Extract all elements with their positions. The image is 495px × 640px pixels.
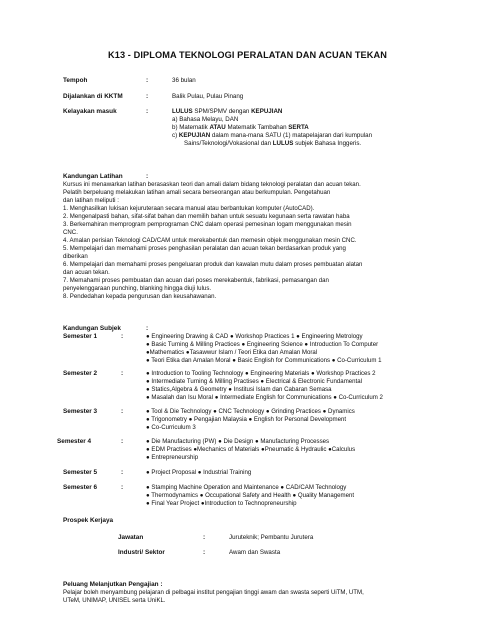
kandungan-latihan-line: diberikan [63, 253, 88, 260]
kelayakan-label: Kelayakan masuk [63, 108, 117, 115]
subject-line: ● Trigonometry ● Pengajian Malaysia ● English for Personal Development [146, 416, 347, 423]
tempoh-label: Tempoh [63, 77, 88, 84]
semester-colon: : [121, 484, 124, 491]
kandungan-latihan-line: dan latihan meliputi : [63, 197, 119, 204]
industri-value: Awam dan Swasta [229, 549, 281, 556]
semester-label: Semester 6 [63, 484, 98, 491]
semester-label: Semester 5 [63, 469, 98, 476]
subject-line: ● Intermediate Turning & Milling Practises ● Electrical & Electronic Fundamental [146, 378, 362, 385]
jawatan-value: Juruteknik; Pembantu Jurutera [229, 534, 314, 541]
subject-line: ● Co-Curriculum 3 [146, 424, 196, 431]
kandungan-latihan-line: dan acuan tekan. [63, 269, 110, 276]
kandungan-subjek-heading: Kandungan Subjek [63, 325, 121, 332]
dijalankan-colon: : [146, 93, 149, 100]
semester-colon: : [121, 408, 124, 415]
kandungan-latihan-line: 5. Mempelajari dan memahami proses penghasilan peralatan dan acuan tekan berdasarkan produk yang [63, 245, 346, 252]
kelayakan-item-b: b) Matematik ATAU Matematik Tambahan SERTA [172, 124, 309, 131]
kandungan-latihan-line: 6. Mempelajari dan memahami proses pengeluaran produk dan kawalan mutu dalam proses pembuatan alatan [63, 261, 363, 268]
subject-line: ● Thermodynamics ● Occupational Safety and Health ● Quality Management [146, 492, 355, 499]
kelayakan-item-c: c) KEPUJIAN dalam mana-mana SATU (1) matapelajaran dari kumpulan [172, 132, 373, 139]
subject-line: ● Die Manufacturing (PW) ● Die Design ● Manufacturing Processes [146, 438, 330, 445]
kandungan-subjek-colon: : [146, 325, 149, 332]
semester-label: Semester 1 [63, 333, 98, 340]
kelayakan-colon: : [146, 108, 149, 115]
subject-line: ● EDM Practises ●Mechanics of Materials ●Pneumatic & Hydraulic ●Calculus [146, 446, 356, 453]
jawatan-colon: : [203, 534, 206, 541]
semester-colon: : [121, 438, 124, 445]
kandungan-latihan-line: 1. Menghasilkan lukisan kejuruteraan secara manual atau berbantukan komputer (AutoCAD). [63, 205, 315, 212]
kandungan-latihan-line: penyelenggaraan punching, blanking hingga diuji lulus. [63, 285, 212, 292]
kelayakan-item-c-cont: Sains/Teknologi/Vokasional dan LULUS subjek Bahasa Inggeris. [184, 140, 362, 147]
kandungan-latihan-line: 3. Berkemahiran memprogram pemprograman CNC dalam operasi pemesinan logam menggunakan mesin [63, 221, 352, 228]
page-title: K13 - DIPLOMA TEKNOLOGI PERALATAN DAN ACUAN TEKAN [108, 50, 387, 60]
prospek-heading: Prospek Kerjaya [63, 517, 114, 524]
subject-line: ● Engineering Drawing & CAD ● Workshop Practices 1 ● Engineering Metrology [146, 333, 363, 340]
semester-colon: : [121, 333, 124, 340]
tempoh-colon: : [146, 77, 149, 84]
kandungan-latihan-heading: Kandungan Latihan [63, 173, 123, 180]
peluang-line-2: UTeM, UNIMAP, UNISEL serta UniKL. [63, 597, 166, 604]
semester-label: Semester 3 [63, 408, 98, 415]
kandungan-latihan-line: CNC. [63, 229, 78, 236]
subject-line: ● Masalah dan Isu Moral ● Intermediate English for Communications ● Co-Curriculum 2 [146, 394, 383, 401]
dijalankan-value: Balik Pulau, Pulau Pinang [172, 93, 244, 100]
semester-label: Semester 4 [57, 438, 92, 445]
kandungan-latihan-line: 7. Memahami proses pembuatan dan acuan dari poses merekabentuk, fabrikasi, pemasangan dan [63, 277, 329, 284]
kandungan-latihan-colon: : [146, 173, 149, 180]
kandungan-latihan-line: Kursus ini menawarkan latihan berasaskan teori dan amali dalam bidang teknologi peralatan dan acuan tekan. [63, 181, 361, 188]
dijalankan-label: Dijalankan di KKTM [63, 93, 123, 100]
subject-line: ● Entrepreneurship [146, 454, 199, 461]
subject-line: ● Tool & Die Technology ● CNC Technology ● Grinding Practices ● Dynamics [146, 408, 355, 415]
subject-line: ● Introduction to Tooling Technology ● Engineering Materials ● Workshop Practices 2 [146, 370, 376, 377]
peluang-heading: Peluang Melanjutkan Pengajian : [63, 581, 163, 588]
subject-line: ● Stamping Machine Operation and Maintenance ● CAD/CAM Technology [146, 484, 347, 491]
subject-line: ● Project Proposal ● Industrial Training [146, 469, 252, 476]
subject-line: ● Basic Turning & Milling Practices ● Engineering Science ● Introduction To Computer [146, 341, 379, 348]
peluang-line-1: Pelajar boleh menyambung pelajaran di pelbagai institut pengajian tinggi awam dan swasta seperti UiTM, UTM, [63, 589, 364, 596]
semester-colon: : [121, 469, 124, 476]
kandungan-latihan-line: 2. Mengenalpasti bahan, sifat-sifat bahan dan memilih bahan untuk sesuatu kegunaan serta rawatan haba [63, 213, 350, 220]
industri-colon: : [203, 549, 206, 556]
subject-line: ● Statics,Algebra & Geometry ● Institusi Islam dan Cabaran Semasa [146, 386, 332, 393]
industri-label: Industri/ Sektor [118, 549, 165, 556]
kelayakan-line1: LULUS SPM/SPMV dengan KEPUJIAN [172, 108, 283, 115]
kelayakan-item-a: a) Bahasa Melayu, DAN [172, 116, 239, 123]
jawatan-label: Jawatan [118, 534, 144, 541]
kandungan-latihan-line: Pelatih berpeluang melakukan latihan amali secara berseorangan atau berkumpulan. Pengetahuan [63, 189, 331, 196]
subject-line: ● Teori Etika dan Amalan Moral ● Basic English for Communications ● Co-Curriculum 1 [146, 357, 382, 364]
subject-line: ●Mathematics ●Tasawwur Islam / Teori Etika dan Amalan Moral [146, 349, 318, 356]
kandungan-latihan-line: 8. Pendedahan kepada pengurusan dan keusahawanan. [63, 293, 217, 300]
semester-label: Semester 2 [63, 370, 98, 377]
semester-colon: : [121, 370, 124, 377]
kandungan-latihan-line: 4. Amalan perisian Teknologi CAD/CAM untuk merekabentuk dan memesin objek menggunakan mesin CNC. [63, 237, 357, 244]
tempoh-value: 36 bulan [172, 77, 196, 84]
subject-line: ● Final Year Project ●Introduction to Technopreneurship [146, 500, 297, 507]
